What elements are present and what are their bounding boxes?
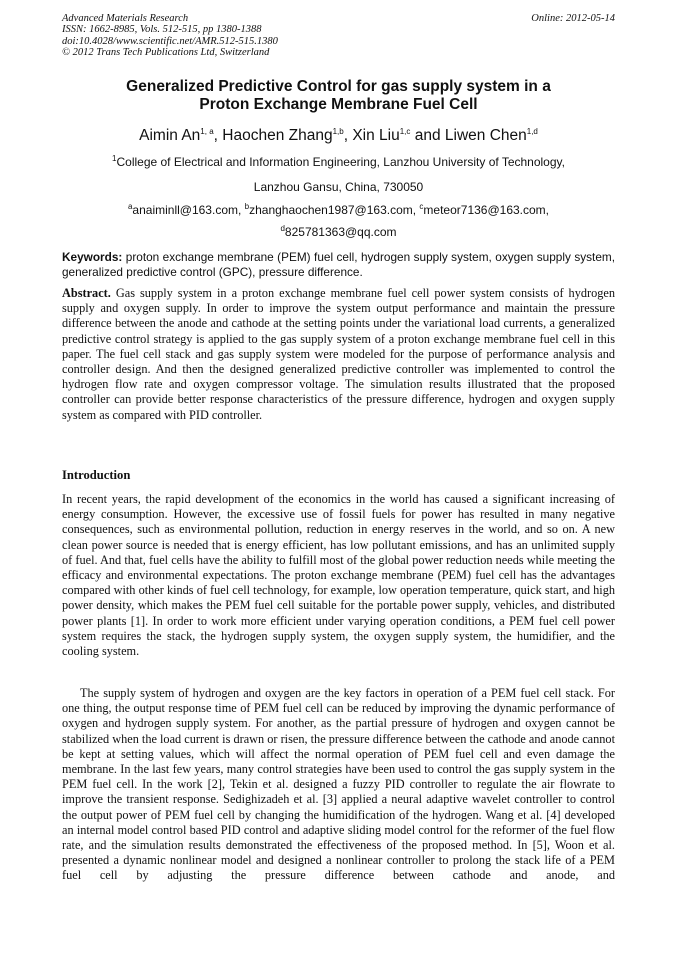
email-b[interactable]: zhanghaochen1987@163.com, — [249, 203, 420, 217]
journal-name: Advanced Materials Research — [62, 13, 189, 24]
keywords-text: proton exchange membrane (PEM) fuel cell, hydrogen supply system, oxygen supply system, generalized predictive control (GPC), pressure difference. — [62, 250, 615, 279]
copyright-line: © 2012 Trans Tech Publications Ltd, Switzerland — [62, 47, 270, 59]
title-line-2: Proton Exchange Membrane Fuel Cell — [199, 96, 478, 113]
author-sup: 1,b — [332, 126, 344, 136]
abstract-text: Gas supply system in a proton exchange membrane fuel cell power system consists of hydrogen supply and oxygen supply. In order to improve the system output performance and maintain the pressure difference between the anode and cathode at the setting points under the variational load currents, a generalized predictive control strategy is applied to the gas supply system of a proton exchange membrane fuel cell in this paper. The fuel cell stack and gas supply system were modeled for the purpose of performance analysis and controller design. And then the designed generalized predictive controller was implemented to control the hydrogen flow rate and oxygen compressor voltage. The simulation results illustrated that the proposed controller can provide better response characteristics of the pressure difference, hydrogen and oxygen supply system as compared with PID controller. — [62, 286, 615, 422]
journal-header — [62, 13, 615, 59]
author-separator: , — [213, 127, 223, 144]
issn-line: ISSN: 1662-8985, Vols. 512-515, pp 1380-1388 — [62, 24, 262, 36]
author-name: Liwen Chen — [444, 127, 527, 144]
email-d[interactable]: 825781363@qq.com — [284, 225, 397, 239]
author-sup: 1,d — [526, 126, 538, 136]
online-date: Online: 2012-05-14 — [531, 13, 615, 24]
author-name: Haochen Zhang — [222, 127, 333, 144]
section-heading-introduction: Introduction — [62, 468, 131, 482]
author-name: Xin Liu — [352, 127, 400, 144]
introduction-paragraph-1: In recent years, the rapid development of the economics in the world has caused a significant increasing of energy consumption. However, the excessive use of fossil fuels for power has resulted in many negative consequences, such as environmental pollution, reduction in energy reserves in the world, and so on. A new clean power source is needed that is energy efficient, has low pollutant emissions, and has an unlimited supply of fuel. And that, fuel cells have the ability to fulfill most of the global power reduction needs while meeting the efficacy and environmental expectations. The proton exchange membrane (PEM) fuel cell has the advantages compared with other kinds of fuel cell technology, for example, low operation temperature, quick start, and high power density, which makes the PEM fuel cell suitable for the portable power supply, vehicles, and distributed power plants [1]. In order to work more efficient under varying operation conditions, a PEM fuel cell power system requires the stack, the hydrogen supply system, the oxygen supply system, the humidifier, and the cooling system. — [62, 492, 615, 659]
email-line-1: $^a$anaiminll@163.com, $^b$zhanghaochen1987@163.com, $^c$meteor7136@163.com, — [127, 202, 550, 217]
author-separator: , — [343, 127, 353, 144]
keywords — [62, 250, 615, 279]
author-name: Aimin An — [139, 127, 201, 144]
email-line-2: $^d$825781363@qq.com — [280, 224, 397, 239]
author-sup: 1, a — [200, 126, 214, 136]
title-line-1: Generalized Predictive Control for gas supply system in a — [126, 78, 551, 95]
abstract — [62, 286, 615, 423]
keywords-label: Keywords: — [62, 250, 123, 264]
doi-line[interactable]: doi:10.4028/www.scientific.net/AMR.512-515.1380 — [62, 35, 278, 47]
paper-title — [62, 78, 615, 114]
introduction-paragraph-2: The supply system of hydrogen and oxygen are the key factors in operation of a PEM fuel cell stack. For one thing, the output response time of PEM fuel cell can be reduced by improving the dynamic performance of oxygen and hydrogen supply system. For another, as the partial pressure of hydrogen and oxygen cannot be stabilized when the load current is drawn or risen, the pressure difference between the cathode and anode cannot be kept at setting values, which will affect the normal operation of PEM fuel cell and even damage the membrane. In the last few years, many control strategies have been used to control the gas supply system in the PEM fuel cell. In the work [2], Tekin et al. designed a fuzzy PID controller to regulate the air flowrate to improve the transient response. Sedighizadeh et al. [3] applied a neural adaptive wavelet controller to control the output power of PEM fuel cell by changing the humidification of the hydrogen. Wang et al. [4] developed an internal model control based PID control and adaptive sliding model control for the reformer of the fuel flow rate, and the simulation results demonstrated the effectiveness of the proposed method. In [5], Woon et al. presented a dynamic nonlinear model and designed a nonlinear controller to prolong the stack life of a PEM fuel cell by adjusting the pressure difference between cathode and anode, and — [62, 686, 615, 883]
affiliation-sup: 1 — [112, 154, 117, 163]
author-sup: 1,c — [399, 126, 411, 136]
affiliation-line-1: $^1$College of Electrical and Information Engineering, Lanzhou University of Technology, — [112, 154, 565, 169]
author-separator: and — [410, 127, 445, 144]
email-c[interactable]: meteor7136@163.com, — [423, 203, 550, 217]
affiliation-line-2: Lanzhou Gansu, China, 730050 — [253, 180, 424, 194]
abstract-label: Abstract. — [62, 286, 111, 300]
email-a[interactable]: anaiminll@163.com, — [132, 203, 245, 217]
author-list — [62, 127, 615, 145]
